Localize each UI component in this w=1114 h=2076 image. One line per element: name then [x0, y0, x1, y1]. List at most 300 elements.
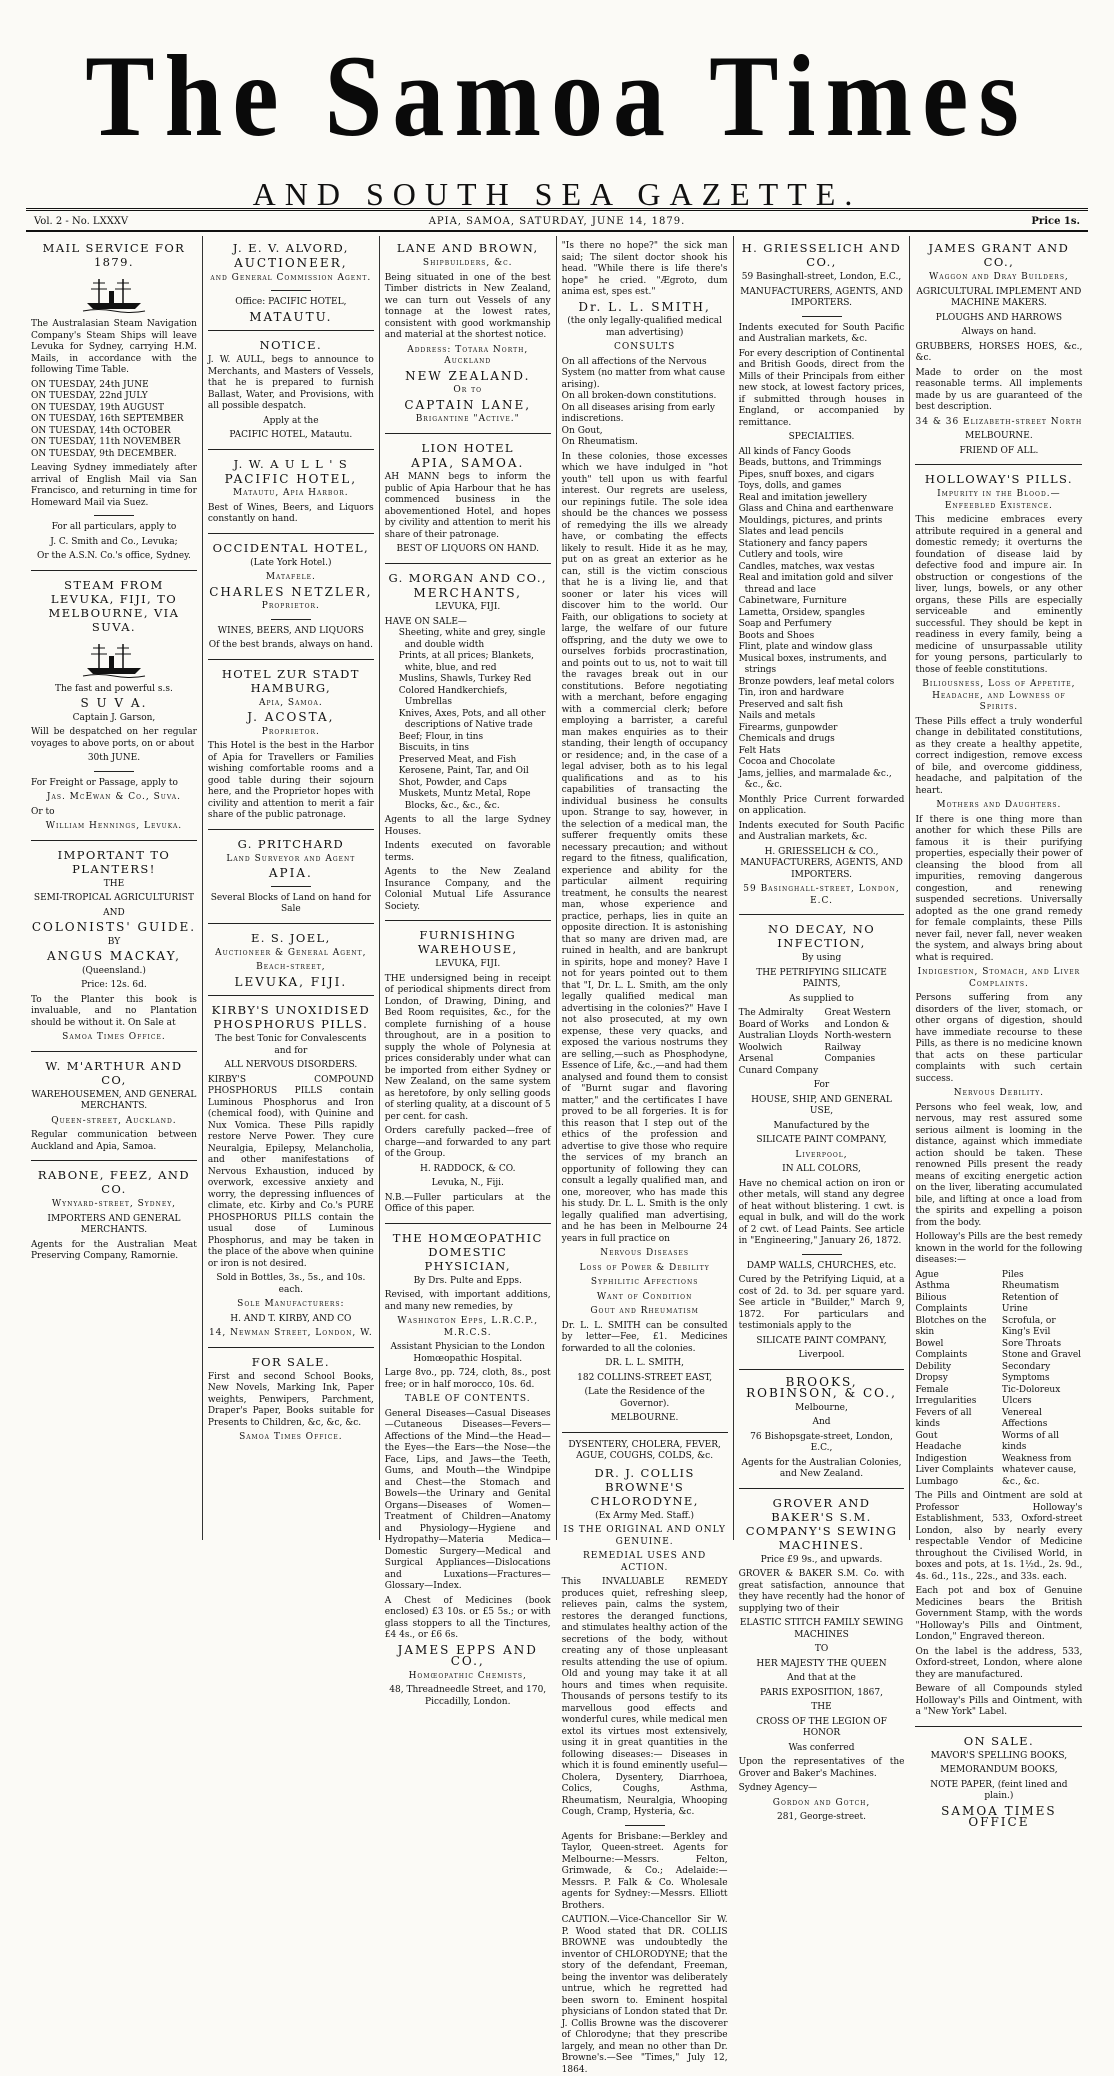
ad-body: GROVER & BAKER S.M. Co. with great satisfaction, announce that they have recently had the honor of supplying two of their — [739, 1569, 905, 1615]
ad-body: KIRBY'S COMPOUND PHOSPHORUS PILLS contain Luminous Phosphorus and Iron (chemical food), with Quinine and Nux Vomica. These Pills rapidly restore Nerve Power. They cure Neuralgia, Epilepsy, Melancholia, and other manifestations of Nervous Exhaustion, induced by overwork, excessive anxiety and worry, the depressing influences of climate, etc. Kirby and Co.'s PURE PHOSPHORUS PILLS contain the usual dose of Luminous Phosphorus, and may be taken in the place of the above when quinine or iron is not desired. — [208, 1075, 374, 1271]
ad-text: REMEDIAL USES AND ACTION. — [562, 1551, 728, 1574]
ad-text: JAMES EPPS AND CO., — [385, 1645, 551, 1668]
separator — [915, 1726, 1082, 1727]
disease-item: Bowel Complaints — [915, 1339, 995, 1362]
specialty-item: Real and imitation gold and silver thread and lace — [739, 573, 905, 596]
ad-text: Jas. McEwan & Co., Suva. — [31, 792, 197, 804]
ad-text: And — [739, 1417, 905, 1429]
ad-text: A Chest of Medicines (book enclosed) £3 10s. or £5 5s.; or with glass stoppers to all the Tinctures, £4 4s., or £6 6s. — [385, 1596, 551, 1642]
ad-text: SPECIALTIES. — [739, 432, 905, 444]
ad-mail-service — [31, 241, 197, 563]
ad-planters — [31, 848, 197, 1044]
ad-text: Sydney Agency— — [739, 1783, 905, 1795]
ad-on-sale — [915, 1734, 1082, 1829]
ad-text: LEVUKA, FIJI. — [385, 959, 551, 971]
disease-item: Dropsy — [915, 1373, 995, 1385]
ad-text: CAPTAIN LANE, — [385, 400, 551, 412]
disease-item: Indigestion — [915, 1454, 995, 1466]
ad-text: Auctioneer & General Agent, — [208, 948, 374, 960]
specialty-item: Mouldings, pictures, and prints — [739, 516, 905, 528]
ad-text: (Late the Residence of the Governor). — [562, 1387, 728, 1410]
ad-text: Matafele. — [208, 572, 374, 584]
ad-text: DYSENTERY, CHOLERA, FEVER, AGUE, COUGHS, COLDS, &c. — [562, 1440, 728, 1463]
ad-text: Address: Totara North, Auckland — [385, 345, 551, 368]
ad-text: J. ACOSTA, — [208, 712, 374, 724]
disease-item: Secondary Symptoms — [1002, 1362, 1082, 1385]
ad-text: "Is there no hope?" the sick man said; The silent doctor shook his head. "While there is life there's hope" he cried. "Ægroto, dum anima est, spes est." — [562, 241, 728, 299]
ad-lion-hotel — [385, 441, 551, 556]
ad-text: Monthly Price Current forwarded on application. — [739, 795, 905, 818]
sailing-date-7: ON TUESDAY, 9th DECEMBER. — [31, 449, 197, 461]
ad-notice — [208, 338, 374, 442]
ad-text: Revised, with important additions, and many new remedies, by — [385, 1290, 551, 1313]
diseases-right — [1002, 1270, 1082, 1489]
supplied-right — [825, 1008, 905, 1077]
ad-heading: GROVER AND BAKER'S S.M. COMPANY'S SEWING MACHINES. — [739, 1496, 905, 1552]
ad-body: Regular communication between Auckland and Apia, Samoa. — [31, 1130, 197, 1153]
ad-body: Have no chemical action on iron or other metals, will stand any degree of heat without blistering. 1 cwt. is equal in bulk, and will do the work of 2 cwt. of Lead Paints. See article in "Engineering," January 26, 1872. — [739, 1179, 905, 1248]
ad-heading: BROOKS, ROBINSON, & CO., — [739, 1377, 905, 1400]
ad-body: Best of Wines, Beers, and Liquors constantly on hand. — [208, 503, 374, 526]
ad-text: The best Tonic for Convalescents and for — [208, 1034, 374, 1057]
ad-text: Matautu, Apia Harbor. — [208, 488, 374, 500]
ad-heading: IMPORTANT TO PLANTERS! — [31, 848, 197, 876]
condition-item: Nervous Diseases — [562, 1248, 728, 1260]
disease-item: Tic-Doloreux — [1002, 1385, 1082, 1397]
ad-text: H. GRIESSELICH & CO., MANUFACTURERS, AGENTS, AND IMPORTERS. — [739, 847, 905, 882]
disease-item: Debility — [915, 1362, 995, 1374]
ad-heading: STEAM FROM LEVUKA, FIJI, TO MELBOURNE, VIA SUVA. — [31, 578, 197, 634]
issue-date: APIA, SAMOA, SATURDAY, JUNE 14, 1879. — [26, 216, 1088, 227]
ad-text: THE PETRIFYING SILICATE PAINTS, — [739, 968, 905, 991]
divider — [802, 316, 842, 317]
goods-item: Muskets, Muntz Metal, Rope Blocks, &c., &c., &c. — [399, 789, 551, 812]
ad-text: Sole Manufacturers: — [208, 1299, 374, 1311]
separator — [385, 433, 551, 434]
goods-item: Colored Handkerchiefs, Umbrellas — [399, 686, 551, 709]
specialty-item: Toys, dolls, and games — [739, 481, 905, 493]
separator — [739, 1488, 905, 1489]
ad-heading: MAIL SERVICE FOR 1879. — [31, 241, 197, 269]
disease-item: Asthma — [915, 1281, 995, 1293]
ad-text: Agents for Brisbane:—Berkley and Taylor, Queen-street. Agents for Melbourne:—Messrs. Felton, Grimwade, & Co.; Adelaide:—Messrs. P. Falk & Co. Wholesale agents for Sydney:—Messrs. Elliott Brothers. — [562, 1832, 728, 1913]
divider — [625, 1825, 665, 1826]
separator — [208, 659, 374, 660]
ad-heading: LANE AND BROWN, — [385, 241, 551, 255]
disease-item: Worms of all kinds — [1002, 1431, 1082, 1454]
separator — [208, 533, 374, 534]
specialty-item: Musical boxes, instruments, and strings — [739, 654, 905, 677]
specialty-item: Real and imitation jewellery — [739, 493, 905, 505]
ad-text: Land Surveyor and Agent — [208, 854, 374, 866]
ad-text: MAVOR'S SPELLING BOOKS, — [915, 1751, 1082, 1763]
newspaper-page — [26, 6, 1088, 1540]
ad-furnishing — [385, 928, 551, 1216]
ad-text: Liverpool. — [739, 1350, 905, 1362]
separator — [385, 563, 551, 564]
disease-item: Scrofula, or King's Evil — [1002, 1316, 1082, 1339]
ad-aulls-hotel — [208, 457, 374, 526]
supplied-item: Board of Works — [739, 1020, 819, 1032]
sailing-date-6: ON TUESDAY, 11th NOVEMBER — [31, 437, 197, 449]
masthead — [26, 14, 1088, 214]
ad-text: Of the best brands, always on hand. — [208, 640, 374, 652]
ad-text: 59 Basinghall-street, London, E.C. — [739, 884, 905, 907]
separator — [208, 330, 374, 331]
ad-text: Price £9 9s., and upwards. — [739, 1555, 905, 1567]
ad-text: By Drs. Pulte and Epps. — [385, 1276, 551, 1288]
ad-subheading: Nervous Debility. — [915, 1088, 1082, 1100]
disease-item: Rheumatism — [1002, 1281, 1082, 1293]
disease-item: Venereal Affections — [1002, 1408, 1082, 1431]
ad-text: APIA, SAMOA. — [385, 458, 551, 470]
ad-text: IN ALL COLORS, — [739, 1164, 905, 1176]
columns — [26, 236, 1088, 1540]
ad-kirby — [208, 1003, 374, 1340]
ad-heading: KIRBY'S UNOXIDISED PHOSPHORUS PILLS. — [208, 1003, 374, 1031]
ad-text: Agents for the Australian Colonies, and New Zealand. — [739, 1458, 905, 1481]
ad-text: William Hennings, Levuka. — [31, 821, 197, 833]
ad-text: Upon the representatives of the Grover and Baker's Machines. — [739, 1757, 905, 1780]
ad-body: For every description of Continental and British Goods, direct from the Mills of their Principals from either new stock, at lowest factory prices, if submitted through houses in England, or accompanied by remittance. — [739, 349, 905, 430]
ad-body: First and second School Books, New Novels, Marking Ink, Paper weights, Penwipers, Parchment, Draper's Paper, Books suitable for Presents to Children, &c, &c, &c. — [208, 1372, 374, 1430]
ad-text: Indents executed on favorable terms. — [385, 841, 551, 864]
condition-item: Loss of Power & Debility — [562, 1263, 728, 1275]
ad-text: ANGUS MACKAY, — [31, 951, 197, 963]
goods-item: Biscuits, in tins — [399, 743, 551, 755]
ad-text: MANUFACTURERS, AGENTS, AND IMPORTERS. — [739, 287, 905, 310]
ad-text: Samoa Times Office. — [208, 1432, 374, 1444]
ad-body: Beware of all Compounds styled Holloway's Pills and Ointment, with a "New York" Label. — [915, 1684, 1082, 1719]
ad-subheading: Impurity in the Blood.—Enfeebled Existence. — [915, 489, 1082, 512]
goods-item: Kerosene, Paint, Tar, and Oil — [399, 766, 551, 778]
ad-subheading: Biliousness, Loss of Appetite, Headache, and Lowness of Spirits. — [915, 679, 1082, 714]
ad-text: Several Blocks of Land on hand for Sale — [208, 893, 374, 916]
supplied-item: The Admiralty — [739, 1008, 819, 1020]
sailing-date-1: ON TUESDAY, 24th JUNE — [31, 380, 197, 392]
separator — [915, 464, 1082, 465]
disease-item: Piles — [1002, 1270, 1082, 1282]
ad-for-sale — [208, 1355, 374, 1444]
ad-text: Proprietor. — [208, 727, 374, 739]
ad-text: ALL NERVOUS DISORDERS. — [208, 1060, 374, 1072]
diseases-table — [915, 1270, 1082, 1489]
ad-text: By using — [739, 953, 905, 965]
divider — [271, 619, 311, 620]
ad-body: These Pills effect a truly wonderful change in debilitated constitutions, as they create a healthy appetite, correct indigestion, remove excess of bile, and overcome giddiness, headache, and palpitation of the heart. — [915, 717, 1082, 798]
ad-text: Homœopathic Chemists, — [385, 1671, 551, 1683]
ad-body: Persons who feel weak, low, and nervous, may rest assured some serious ailment is looming in the distance, against which immediate action should be taken. These renowned Pills present the ready means of exciting energetic action on the liver, liberating accumulated bile, and lifting at once a load from the spirits and expelling a poison from the body. — [915, 1103, 1082, 1230]
ad-text: (the only legally-qualified medical man advertising) — [562, 316, 728, 339]
disease-item: Fevers of all kinds — [915, 1408, 995, 1431]
ad-text: (Ex Army Med. Staff.) — [562, 1511, 728, 1523]
specialty-item: Pipes, snuff boxes, and cigars — [739, 470, 905, 482]
ad-heading: H. GRIESSELICH AND CO., — [739, 241, 905, 269]
condition-item: Gout and Rheumatism — [562, 1306, 728, 1318]
ad-body: This medicine embraces every attribute required in a general and domestic remedy; it overturns the foundation of disease laid by defective food and impure air. In obstruction or congestions of the liver, lungs, bowels, or any other organs, these Pills are especially serviceable and eminently successful. They should be kept in readiness in every family, being a medicine of unsurpassable utility for young persons, particularly to those of feeble constitutions. — [915, 515, 1082, 676]
consult-item: On Rheumatism. — [562, 437, 728, 449]
separator — [31, 570, 197, 571]
ad-body: Each pot and box of Genuine Medicines bears the British Government Stamp, with the words "Holloway's Pills and Ointment, London," Engraved thereon. — [915, 1586, 1082, 1644]
steamship-icon — [83, 640, 145, 678]
ad-text: For Freight or Passage, apply to — [31, 778, 197, 790]
ad-text: Large 8vo., pp. 724, cloth, 8s., post free; or in half morocco, 10s. 6d. — [385, 1368, 551, 1391]
ad-text: J. C. Smith and Co., Levuka; — [31, 537, 197, 549]
ad-text: Orders carefully packed—free of charge—and forwarded to any part of the Group. — [385, 1126, 551, 1161]
supplied-item: Australian Lloyds — [739, 1031, 819, 1043]
ad-text: BY — [31, 937, 197, 949]
ad-pritchard — [208, 837, 374, 916]
specialty-item: Preserved and salt fish — [739, 700, 905, 712]
ad-body: Cured by the Petrifying Liquid, at a cost of 2d. to 3d. per square yard. See article in "Builder," March 9, 1872. For particulars and testimonials apply to the — [739, 1275, 905, 1333]
ad-text: WAREHOUSEMEN, AND GENERAL MERCHANTS. — [31, 1090, 197, 1113]
ad-text: LEVUKA, FIJI. — [385, 602, 551, 614]
sailing-date-4: ON TUESDAY, 16th SEPTEMBER — [31, 414, 197, 426]
disease-item: Liver Complaints — [915, 1465, 995, 1477]
issue-price: Price 1s. — [1031, 216, 1080, 227]
ad-body: AH MANN begs to inform the public of Apia Harbour that he has commenced business in the abovementioned Hotel, and hopes by civility and attention to merit his share of their patronage. — [385, 472, 551, 541]
ad-text: HOUSE, SHIP, AND GENERAL USE, — [739, 1095, 905, 1118]
ad-text: And that at the — [739, 1673, 905, 1685]
specialty-item: Beads, buttons, and Trimmings — [739, 458, 905, 470]
ad-text: SAMOA TIMES OFFICE — [915, 1806, 1082, 1829]
specialties-list — [739, 447, 905, 792]
ad-text: APIA. — [208, 868, 374, 880]
specialty-item: Candles, matches, wax vestas — [739, 562, 905, 574]
ad-text: Shipbuilders, &c. — [385, 258, 551, 270]
separator — [31, 840, 197, 841]
ad-joel — [208, 931, 374, 989]
ad-body: In these colonies, those excesses which we have indulged in "hot youth" tell upon us with fearful interest. Our regrets are useless, our repinings futile. The sole idea should be the chances we possess of remedying the ills we already have, or combating the effects likely to result. Hide it as he may, put on as great an exterior as he can, still is the victim conscious that he is a living lie, and that sooner or later his vices will discover him to the world. Our Faith, our obligations to society at large, the welfare of our future offspring, and the duty we owe to ourselves forbids procrastination, and points out to us, not to wait till the ravages break out in our constitutions. Before negotiating with a merchant, before engaging with a commercial clerk; before employing a barrister, a careful man makes enquiries as to their standing, their length of occupancy or residence; and, in the case of a legal adviser, both as to his legal qualifications and as to his capabilities of transacting the individual business he consults upon. Strange to say, however, in the selection of a medical man, the sufferer frequently omits these necessary precaution; and without regard to the fitness, qualification, experience and ability for the particular ailment requiring treatment, he consults the nearest man, whose experience and practice, perhaps, lies in quite an opposite direction. It is astonishing that so many are driven mad, are ruined in health, and are bankrupt in spirits, hope and money? Have I not for years pointed out to them that "I, Dr. L. L. Smith, am the only legally qualified medical man advertising in the colonies?" Have I not also prosecuted, at my own expense, these very quacks, and exposed the various nostrums they are selling,—such as Phosphodyne, Essence of Life, &c.,—and had them analysed and found them to consist of "Burnt sugar and flavoring matter," and the certificates I have proved to be all forgeries. It is for this reason that I step out of the ethics of the profession and advertise to give those who require the services of my branch an opportunity of following they can consult a legally qualified man, and one, moreover, who has made this his study. Dr. L. L. Smith is the only legally qualified man advertising, and he has been in Melbourne 24 years in full practice on — [562, 452, 728, 1246]
ad-chlorodyne — [562, 1440, 728, 2076]
ad-body: Will be despatched on her regular voyages to above ports, on or about — [31, 727, 197, 750]
goods-item: Preserved Meat, and Fish — [399, 755, 551, 767]
ad-steam-levuka — [31, 578, 197, 833]
ad-text: MATAUTU. — [208, 312, 374, 324]
consult-item: On all broken-down constitutions. — [562, 391, 728, 403]
ad-heading: LION HOTEL — [385, 441, 551, 455]
goods-item: Beef; Flour, in tins — [399, 732, 551, 744]
ad-rabone — [31, 1168, 197, 1263]
sailing-date-5: ON TUESDAY, 14th OCTOBER — [31, 426, 197, 438]
ad-text: MERCHANTS, — [385, 588, 551, 600]
ad-text: 34 & 36 Elizabeth-street North — [915, 417, 1082, 429]
ad-text: Dr. L. L. SMITH can be consulted by letter—Fee, £1. Medicines forwarded to all the colonies. — [562, 1321, 728, 1356]
ad-text: Sold in Bottles, 3s., 5s., and 10s. each. — [208, 1273, 374, 1296]
ad-text: N.B.—Fuller particulars at the Office of this paper. — [385, 1193, 551, 1216]
ad-text: SILICATE PAINT COMPANY, — [739, 1135, 905, 1147]
ad-subheading: Indigestion, Stomach, and Liver Complaints. — [915, 967, 1082, 990]
ad-text: THE — [739, 1702, 905, 1714]
ad-heading: W. M'ARTHUR AND CO, — [31, 1059, 197, 1087]
divider — [271, 290, 311, 291]
disease-item: Sore Throats — [1002, 1339, 1082, 1351]
ad-text: Beach-street, — [208, 962, 374, 974]
disease-item: Blotches on the skin — [915, 1316, 995, 1339]
ad-text: Office: PACIFIC HOTEL, — [208, 297, 374, 309]
ad-heading: FURNISHING WAREHOUSE, — [385, 928, 551, 956]
ad-text: TO — [739, 1644, 905, 1656]
column-3 — [380, 236, 557, 1540]
ad-heading: J. W. A U L L ' S — [208, 457, 374, 471]
specialty-item: Glass and China and earthenware — [739, 504, 905, 516]
condition-item: Want of Condition — [562, 1292, 728, 1304]
ad-mcarthur — [31, 1059, 197, 1154]
disease-item: Bilious Complaints — [915, 1293, 995, 1316]
ad-text: WINES, BEERS, AND LIQUORS — [208, 626, 374, 638]
specialty-item: Cabinetware, Furniture — [739, 596, 905, 608]
divider — [94, 771, 134, 772]
consult-item: On Gout, — [562, 426, 728, 438]
ad-text: CHARLES NETZLER, — [208, 587, 374, 599]
ad-body: Made to order on the most reasonable terms. All implements made by us are guaranteed of the best description. — [915, 368, 1082, 414]
ad-body: J. W. AULL, begs to announce to Merchants, and Masters of Vessels, that he is prepared to furnish Ballast, Water, and Provisions, with all possible despatch. — [208, 355, 374, 413]
ad-heading: OCCIDENTAL HOTEL, — [208, 541, 374, 555]
masthead-subtitle: AND SOUTH SEA GAZETTE. — [26, 174, 1088, 214]
ad-alvord — [208, 241, 374, 323]
divider — [802, 1254, 842, 1255]
ad-heading: Dr. L. L. SMITH, — [562, 302, 728, 314]
specialty-item: Bronze powders, leaf metal colors — [739, 677, 905, 689]
ad-text: Washington Epps, L.R.C.P., M.R.C.S. — [385, 1316, 551, 1339]
ad-heading: G. MORGAN AND CO., — [385, 571, 551, 585]
ad-text: Queen-street, Auckland. — [31, 1116, 197, 1128]
ad-heading: THE HOMŒOPATHIC DOMESTIC PHYSICIAN, — [385, 1231, 551, 1273]
ad-heading: J. E. V. ALVORD, — [208, 241, 374, 255]
volume-number: Vol. 2 - No. LXXXV — [34, 216, 128, 227]
specialty-item: Lametta, Orsidew, spangles — [739, 608, 905, 620]
ad-text: H. AND T. KIRBY, AND CO — [208, 1314, 374, 1326]
ad-body: On the label is the address, 533, Oxford-street, London, where alone they are manufactured. — [915, 1647, 1082, 1682]
ad-heading: ON SALE. — [915, 1734, 1082, 1748]
ad-text: (Queensland.) — [31, 966, 197, 978]
goods-item: Sheeting, white and grey, single and double width — [399, 628, 551, 651]
ad-text: Waggon and Dray Builders, — [915, 272, 1082, 284]
ad-body: The Australasian Steam Navigation Company's Steam Ships will leave Levuka for Sydney, carrying H.M. Mails, in accordance with the following Time Table. — [31, 319, 197, 377]
ad-text: FRIEND OF ALL. — [915, 446, 1082, 458]
ad-body: If there is one thing more than another for which these Pills are famous it is their purifying properties, especially their power of cleansing the blood from all impurities, removing dangerous congestion, and renewing suspended secretions. Universally adopted as the one grand remedy for female complaints, these Pills never fail, never fall, never weaken the system, and always bring about what is required. — [915, 815, 1082, 965]
ad-text: Melbourne, — [739, 1403, 905, 1415]
disease-item: Retention of Urine — [1002, 1293, 1082, 1316]
dateline — [26, 208, 1088, 232]
separator — [385, 1223, 551, 1224]
separator — [208, 1347, 374, 1348]
ad-text: HAVE ON SALE— — [385, 617, 551, 629]
ad-heading: FOR SALE. — [208, 1355, 374, 1369]
separator — [739, 1369, 905, 1370]
ad-heading: G. PRITCHARD — [208, 837, 374, 851]
separator — [208, 449, 374, 450]
ad-text: For all particulars, apply to — [31, 522, 197, 534]
disease-item: Stone and Gravel — [1002, 1350, 1082, 1362]
ad-text: Was conferred — [739, 1743, 905, 1755]
specialty-item: Tin, iron and hardware — [739, 688, 905, 700]
ad-text: MELBOURNE. — [562, 1413, 728, 1425]
ad-text: IMPORTERS AND GENERAL MERCHANTS. — [31, 1214, 197, 1237]
ad-lane-brown — [385, 241, 551, 426]
supplied-left — [739, 1008, 819, 1077]
ad-body: THE undersigned being in receipt of periodical shipments direct from London, of Drawing, Dining, and Bed Room requisites, &c., for the complete furnishing of a house throughout, are in a position to supply the whole of Polynesia at prices considerably under what can be imported from either Sydney or New Zealand, on the same system as heretofore, by only selling goods of sterling quality, at a discount of 5 per cent. for cash. — [385, 974, 551, 1124]
specialty-item: Soap and Perfumery — [739, 619, 905, 631]
ad-text: 281, George-street. — [739, 1812, 905, 1824]
separator — [385, 920, 551, 921]
disease-item: Female Irregularities — [915, 1385, 995, 1408]
specialty-item: Chemicals and drugs — [739, 734, 905, 746]
ad-text: IS THE ORIGINAL AND ONLY GENUINE. — [562, 1525, 728, 1548]
ad-text: Captain J. Garson, — [31, 713, 197, 725]
goods-item: Shot, Powder, and Caps — [399, 778, 551, 790]
ad-text: Wynyard-street, Sydney, — [31, 1199, 197, 1211]
condition-item: Syphilitic Affections — [562, 1277, 728, 1289]
supplied-item: Woolwich Arsenal — [739, 1043, 819, 1066]
separator — [739, 914, 905, 915]
ad-text: Liverpool, — [739, 1150, 905, 1162]
column-5 — [734, 236, 911, 1540]
ad-text: DR. L. L. SMITH, — [562, 1358, 728, 1370]
specialty-item: Felt Hats — [739, 746, 905, 758]
ad-text: NEW ZEALAND. — [385, 371, 551, 383]
separator — [208, 923, 374, 924]
ad-text: Apply at the — [208, 416, 374, 428]
divider — [271, 886, 311, 887]
ad-holloway — [915, 472, 1082, 1719]
ad-text: Levuka, N., Fiji. — [385, 1178, 551, 1190]
ad-heading: RABONE, FEEZ, AND CO. — [31, 1168, 197, 1196]
ad-heading: HOLLOWAY'S PILLS. — [915, 472, 1082, 486]
specialty-item: Boots and Shoes — [739, 631, 905, 643]
specialty-item: Cocoa and Chocolate — [739, 757, 905, 769]
ad-text: Brigantine "Active." — [385, 414, 551, 426]
ad-text: Apia, Samoa. — [208, 698, 374, 710]
ad-text: AUCTIONEER, — [208, 258, 374, 270]
separator — [208, 995, 374, 996]
supplied-item: Cunard Company — [739, 1066, 819, 1078]
ad-morgan — [385, 571, 551, 914]
goods-item: Prints, at all prices; Blankets, white, blue, and red — [399, 651, 551, 674]
ad-silicate-paint — [739, 922, 905, 1362]
disease-item: Ague — [915, 1270, 995, 1282]
ad-text: ELASTIC STITCH FAMILY SEWING MACHINES — [739, 1618, 905, 1641]
specialty-item: Flint, plate and window glass — [739, 642, 905, 654]
ad-text: H. RADDOCK, & CO. — [385, 1164, 551, 1176]
ad-body: Persons suffering from any disorders of the liver, stomach, or other organs of digestion, should have immediate recourse to these Pills, as there is no medicine known that acts on these particular complaints with such certain success. — [915, 993, 1082, 1085]
supplied-item: Great Western and London & North-western Railway Companies — [825, 1008, 905, 1066]
disease-item: Weakness from whatever cause, &c., &c. — [1002, 1454, 1082, 1489]
ad-heading: DR. J. COLLIS BROWNE'S CHLORODYNE, — [562, 1466, 728, 1508]
separator — [208, 829, 374, 830]
ad-text: 14, Newman Street, London, W. — [208, 1328, 374, 1340]
ad-body: This Hotel is the best in the Harbor of Apia for Travellers or Families wishing comfortable rooms and a good table during their sojourn here, and the Proprietor hopes with civility and attention to merit a fair share of the public patronage. — [208, 741, 374, 822]
ad-text: DAMP WALLS, CHURCHES, etc. — [739, 1261, 905, 1273]
ad-text: Indents executed for South Pacific and Australian markets, &c. — [739, 821, 905, 844]
ad-text: SILICATE PAINT COMPANY, — [739, 1336, 905, 1348]
ad-heading: E. S. JOEL, — [208, 931, 374, 945]
separator — [31, 1051, 197, 1052]
diseases-left — [915, 1270, 995, 1489]
ad-text: CROSS OF THE LEGION OF HONOR — [739, 1717, 905, 1740]
sailing-date-2: ON TUESDAY, 22nd JULY — [31, 391, 197, 403]
ad-text: Agents to all the large Sydney Houses. — [385, 815, 551, 838]
ad-griesselich — [739, 241, 905, 907]
ad-text: SEMI-TROPICAL AGRICULTURIST — [31, 893, 197, 905]
ad-text: GRUBBERS, HORSES HOES, &c., &c. — [915, 342, 1082, 365]
ad-text: NOTE PAPER, (feint lined and plain.) — [915, 1780, 1082, 1803]
ad-text: 76 Bishopsgate-street, London, E.C., — [739, 1432, 905, 1455]
ad-text: Or the A.S.N. Co.'s office, Sydney. — [31, 551, 197, 563]
ad-body: Agents for the Australian Meat Preserving Company, Ramornie. — [31, 1240, 197, 1263]
ad-heading: HOTEL ZUR STADT HAMBURG, — [208, 667, 374, 695]
ad-text: LEVUKA, FIJI. — [208, 977, 374, 989]
